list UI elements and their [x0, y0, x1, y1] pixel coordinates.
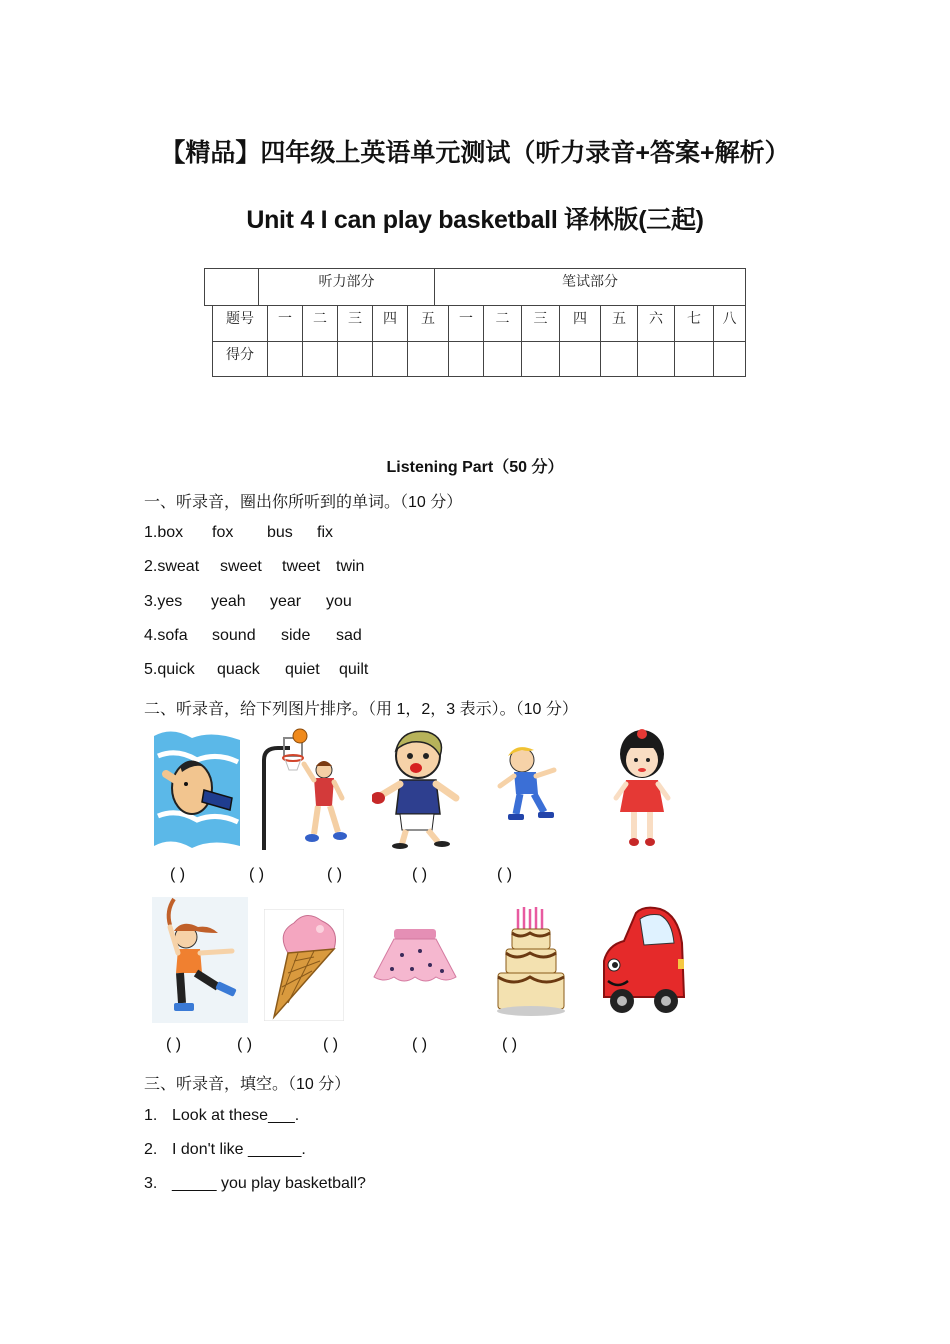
table-tennis-boy-icon	[372, 726, 464, 850]
writing-header-cell: 笔试部分	[435, 269, 746, 306]
listening-col: 一	[268, 306, 303, 342]
word-option[interactable]: 1.box	[144, 524, 184, 541]
word-option[interactable]: sound	[212, 627, 256, 644]
score-cell[interactable]	[601, 342, 638, 377]
word-option[interactable]: you	[326, 593, 352, 610]
score-cell[interactable]	[449, 342, 484, 377]
word-option[interactable]: 3.yes	[144, 593, 183, 610]
order-blank[interactable]: ( )	[502, 1036, 518, 1053]
listening-col: 四	[373, 306, 408, 342]
word-option[interactable]: twin	[336, 558, 365, 575]
doll-icon	[612, 728, 672, 850]
order-blank[interactable]: ( )	[327, 866, 343, 883]
score-cell[interactable]	[303, 342, 338, 377]
order-blank[interactable]: ( )	[170, 866, 186, 883]
order-blank[interactable]: ( )	[323, 1036, 339, 1053]
question-label: 题号	[213, 306, 268, 342]
score-label: 得分	[213, 342, 268, 377]
word-option[interactable]: quack	[217, 661, 260, 678]
writing-col: 一	[449, 306, 484, 342]
item-number: 2.	[144, 1141, 158, 1158]
section3-heading: 三、听录音，填空。（10 分）	[144, 1076, 351, 1093]
section1-heading: 一、听录音，圈出你所听到的单词。（10 分）	[144, 494, 463, 511]
item-text[interactable]: Look at these___.	[172, 1107, 300, 1124]
listening-part-heading: Listening Part（50 分）	[386, 459, 564, 476]
word-option[interactable]: side	[281, 627, 311, 644]
word-option[interactable]: quilt	[339, 661, 369, 678]
word-option[interactable]: 5.quick	[144, 661, 195, 678]
score-cell[interactable]	[338, 342, 373, 377]
skirt-icon	[372, 925, 458, 987]
word-option[interactable]: yeah	[211, 593, 246, 610]
order-blank[interactable]: ( )	[237, 1036, 253, 1053]
listening-col: 三	[338, 306, 373, 342]
word-option[interactable]: 2.sweat	[144, 558, 200, 575]
word-option[interactable]: tweet	[282, 558, 321, 575]
item-text[interactable]: _____ you play basketball?	[172, 1175, 366, 1192]
score-cell[interactable]	[408, 342, 449, 377]
basketball-player-icon	[258, 726, 350, 850]
word-option[interactable]: quiet	[285, 661, 320, 678]
fill-item	[144, 1107, 299, 1125]
word-option[interactable]: bus	[267, 524, 293, 541]
writing-col: 三	[522, 306, 560, 342]
word-row	[144, 593, 352, 611]
toy-car-icon	[598, 903, 688, 1019]
score-table-header	[204, 268, 746, 306]
order-blank[interactable]: ( )	[166, 1036, 182, 1053]
order-blank[interactable]: ( )	[412, 866, 428, 883]
writing-col: 六	[638, 306, 675, 342]
word-option[interactable]: sweet	[220, 558, 262, 575]
section2-heading: 二、听录音，给下列图片排序。（用 1，2，3 表示）。（10 分）	[144, 701, 578, 718]
score-cell[interactable]	[714, 342, 746, 377]
swimmer-icon	[152, 726, 242, 850]
doc-title: 【精品】四年级上英语单元测试（听力录音+答案+解析）	[160, 139, 790, 167]
skating-girl-icon	[152, 897, 248, 1023]
score-cell[interactable]	[373, 342, 408, 377]
listening-header-cell: 听力部分	[259, 269, 435, 306]
item-text[interactable]: I don't like ______.	[172, 1141, 306, 1158]
item-number: 3.	[144, 1175, 158, 1192]
word-option[interactable]: year	[270, 593, 302, 610]
writing-col: 七	[675, 306, 714, 342]
score-table	[212, 305, 746, 377]
item-number: 1.	[144, 1107, 158, 1124]
word-row	[144, 661, 368, 679]
writing-col: 四	[560, 306, 601, 342]
word-row	[144, 524, 333, 542]
score-cell[interactable]	[638, 342, 675, 377]
order-blank[interactable]: ( )	[249, 866, 265, 883]
birthday-cake-icon	[496, 907, 566, 1019]
ice-cream-icon	[264, 909, 344, 1021]
word-option[interactable]: sad	[336, 627, 362, 644]
fill-item	[144, 1175, 366, 1193]
score-cell[interactable]	[268, 342, 303, 377]
doc-subtitle: Unit 4 I can play basketball 译林版(三起)	[246, 206, 704, 234]
listening-col: 二	[303, 306, 338, 342]
word-row	[144, 627, 362, 645]
score-cell[interactable]	[560, 342, 601, 377]
word-option[interactable]: 4.sofa	[144, 627, 188, 644]
fill-item	[144, 1141, 306, 1159]
order-blank[interactable]: ( )	[497, 866, 513, 883]
order-blank[interactable]: ( )	[412, 1036, 428, 1053]
score-cell[interactable]	[675, 342, 714, 377]
listening-col: 五	[408, 306, 449, 342]
writing-col: 八	[714, 306, 746, 342]
empty-corner-cell	[205, 269, 259, 306]
score-cell[interactable]	[522, 342, 560, 377]
writing-col: 二	[484, 306, 522, 342]
word-option[interactable]: fix	[317, 524, 333, 541]
score-cell[interactable]	[484, 342, 522, 377]
skating-boy-icon	[494, 742, 564, 828]
word-row	[144, 558, 364, 576]
writing-col: 五	[601, 306, 638, 342]
word-option[interactable]: fox	[212, 524, 234, 541]
